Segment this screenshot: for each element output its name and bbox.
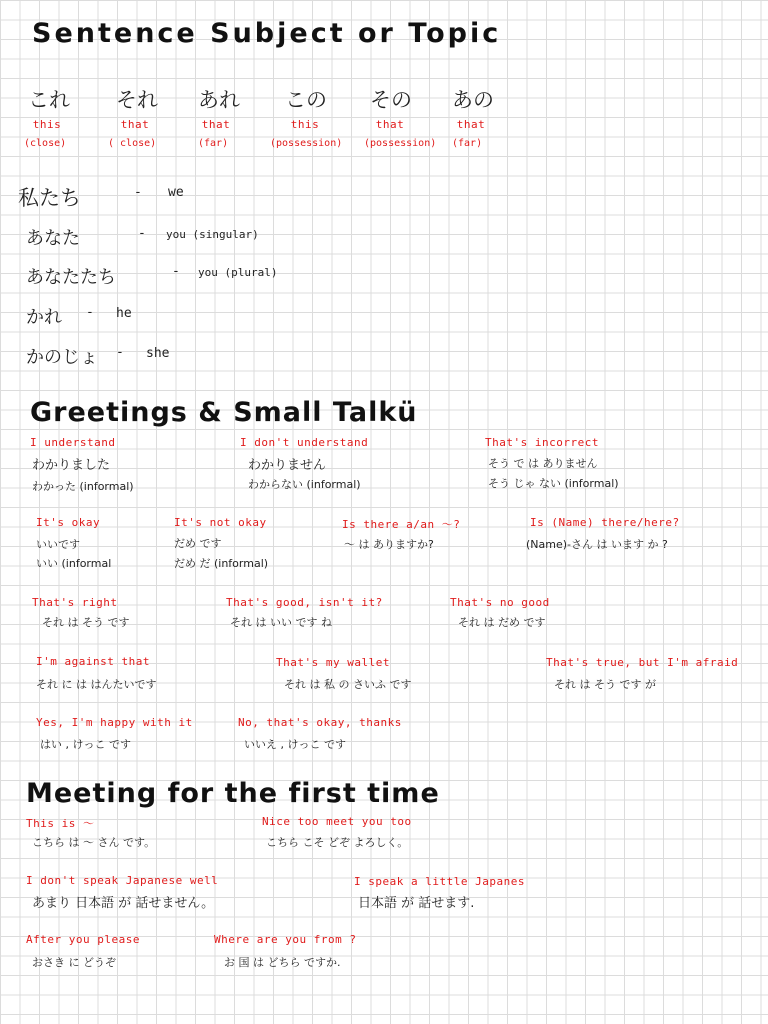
phrase-en: This is ～ xyxy=(26,817,95,830)
demonstrative-note: ( close) xyxy=(108,138,157,149)
phrase-jp-informal: わかった (informal) xyxy=(32,480,134,493)
demonstrative-note: (possession) xyxy=(270,138,343,149)
phrase-en: It's not okay xyxy=(174,516,267,529)
phrase-jp: それ に は はんたいです xyxy=(36,678,157,691)
phrase-en: That's right xyxy=(32,596,118,609)
pronoun-dash: - xyxy=(134,185,142,200)
demonstrative-en: that xyxy=(120,118,150,131)
phrase-jp: いいえ , けっこ です xyxy=(244,738,346,751)
pronoun-jp: かれ xyxy=(26,307,62,328)
phrase-en: Is (Name) there/here? xyxy=(530,516,680,529)
pronoun-jp: あなた xyxy=(26,228,80,249)
demonstrative-en: that xyxy=(456,118,486,131)
phrase-jp: そう で は ありません xyxy=(488,457,598,470)
page-title-meeting: Meeting for the first time xyxy=(26,778,440,809)
phrase-jp: おさき に どうぞ xyxy=(32,956,116,969)
phrase-en: I don't speak Japanese well xyxy=(26,874,219,887)
pronoun-dash: - xyxy=(172,264,180,279)
demonstrative-en: this xyxy=(32,118,62,131)
demonstrative-note: (possession) xyxy=(364,138,437,149)
phrase-en: That's my wallet xyxy=(276,656,390,669)
phrase-en: After you please xyxy=(26,933,140,946)
phrase-jp-informal: いい (informal xyxy=(36,557,112,570)
phrase-en: That's good, isn't it? xyxy=(226,596,383,609)
page-title-greetings: Greetings & Small Talkü xyxy=(30,397,418,428)
phrase-en: No, that's okay, thanks xyxy=(238,716,402,729)
page-title-subject: Sentence Subject or Topic xyxy=(32,18,502,49)
phrase-jp: ～ は ありますか? xyxy=(344,538,434,551)
phrase-en: That's no good xyxy=(450,596,550,609)
pronoun-dash: - xyxy=(86,305,94,320)
phrase-jp: だめ です xyxy=(174,537,222,550)
phrase-jp: 日本語 が 話せます. xyxy=(358,896,475,911)
demonstrative-note: (far) xyxy=(198,138,229,149)
phrase-en: I understand xyxy=(30,436,116,449)
phrase-jp: それ は 私 の さいふ です xyxy=(284,678,412,691)
pronoun-jp: あなたたち xyxy=(26,267,116,288)
pronoun-jp: かのじょ xyxy=(26,347,98,368)
demonstrative-note: (far) xyxy=(452,138,483,149)
phrase-jp: あまり 日本語 が 話せません。 xyxy=(32,896,215,911)
demonstrative-jp: その xyxy=(370,88,412,112)
phrase-en: I don't understand xyxy=(240,436,369,449)
phrase-jp: わかりました xyxy=(32,458,111,473)
phrase-jp-informal: そう じゃ ない (informal) xyxy=(488,477,619,490)
pronoun-dash: - xyxy=(138,226,146,241)
phrase-en: I speak a little Japanes xyxy=(354,875,525,888)
phrase-jp-informal: わからない (informal) xyxy=(248,478,361,491)
phrase-jp: (Name)-さん は います か ? xyxy=(526,538,668,551)
phrase-en: I'm against that xyxy=(36,655,150,668)
pronoun-en: you (singular) xyxy=(166,228,259,241)
demonstrative-note: (close) xyxy=(24,138,67,149)
phrase-en: Is there a/an ～? xyxy=(342,518,461,531)
phrase-en: Where are you from ? xyxy=(214,933,357,946)
pronoun-en: she xyxy=(146,346,170,361)
phrase-jp: それ は だめ です xyxy=(458,616,546,629)
phrase-en: That's incorrect xyxy=(485,436,599,449)
phrase-jp: はい , けっこ です xyxy=(40,738,131,751)
phrase-jp: それ は そう です が xyxy=(554,678,656,691)
phrase-jp: こちら こそ どぞ よろしく。 xyxy=(266,836,409,849)
demonstrative-jp: あれ xyxy=(198,88,240,112)
pronoun-en: he xyxy=(116,306,132,321)
phrase-en: Yes, I'm happy with it xyxy=(36,716,193,729)
phrase-jp-informal: だめ だ (informal) xyxy=(174,557,269,570)
pronoun-en: you (plural) xyxy=(198,266,278,279)
demonstrative-jp: それ xyxy=(116,88,158,112)
phrase-jp: こちら は ～ さん です。 xyxy=(32,836,156,849)
phrase-en: It's okay xyxy=(36,516,101,529)
demonstrative-en: that xyxy=(375,118,405,131)
demonstrative-jp: あの xyxy=(452,88,494,112)
demonstrative-en: that xyxy=(201,118,231,131)
phrase-jp: お 国 は どちら ですか. xyxy=(224,956,341,969)
pronoun-dash: - xyxy=(116,345,124,360)
pronoun-en: we xyxy=(168,185,184,200)
phrase-jp: わかりません xyxy=(248,458,327,473)
phrase-jp: それ は いい です ね xyxy=(230,616,332,629)
demonstrative-en: this xyxy=(290,118,320,131)
pronoun-jp: 私たち xyxy=(18,186,81,210)
phrase-en: Nice too meet you too xyxy=(262,815,412,828)
demonstrative-jp: これ xyxy=(28,88,70,112)
phrase-en: That's true, but I'm afraid xyxy=(546,656,739,669)
phrase-jp: いいです xyxy=(36,538,80,551)
demonstrative-jp: この xyxy=(285,88,327,112)
phrase-jp: それ は そう です xyxy=(42,616,130,629)
